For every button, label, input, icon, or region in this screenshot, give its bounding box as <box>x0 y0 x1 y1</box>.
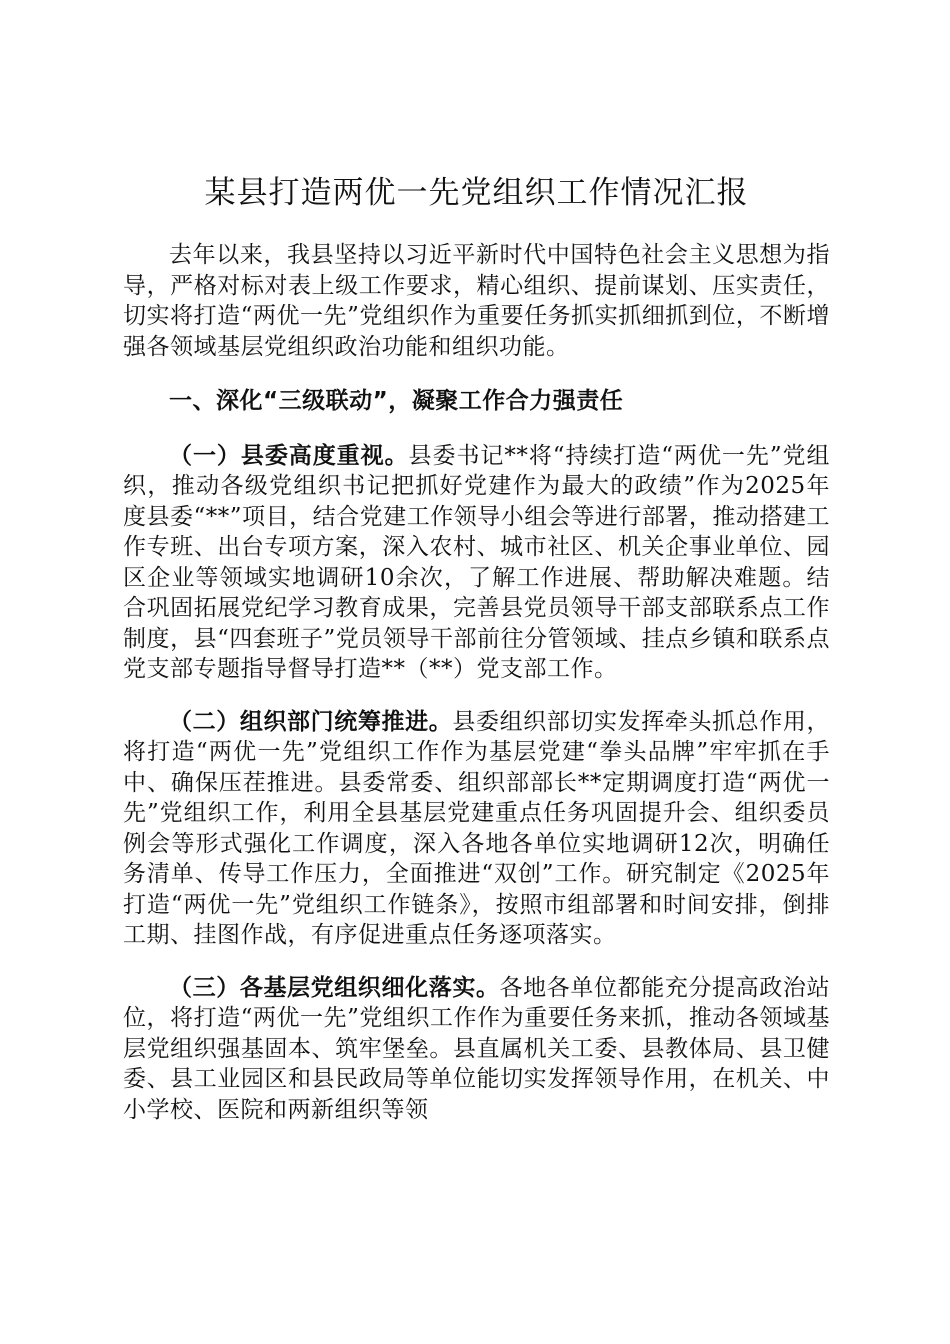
item-text-3: 各地各单位都能充分提高政治站位，将打造“两优一先”党组织工作作为重要任务来抓，推动各领域基层党组织强基固本、筑牢堡垒。县直属机关工委、县教体局、县卫健委、县工业园区和县民政局等单位能切实发挥领导作用，在机关、中小学校、医院和两新组织等领 <box>123 974 831 1123</box>
item-lead-1: （一）县委高度重视。 <box>169 442 409 469</box>
document-title: 某县打造两优一先党组织工作情况汇报 <box>204 175 749 211</box>
section-heading-1: 一、深化“三级联动”，凝聚工作合力强责任 <box>169 388 624 414</box>
item-paragraph-1 <box>123 441 830 685</box>
item-text-1: 县委书记**将“持续打造“两优一先”党组织，推动各级党组织书记把抓好党建作为最大的政绩”作为2025年度县委“**”项目，结合党建工作领导小组会等进行部署，推动搭建工作专班、出台专项方案，深入农村、城市社区、机关企事业单位、园区企业等领域实地调研10余次，了解工作进展、帮助解决难题。结合巩固拓展党纪学习教育成果，完善县党员领导干部支部联系点工作制度，县“四套班子”党员领导干部前往分管领域、挂点乡镇和联系点党支部专题指导督导打造**（**）党支部工作。 <box>123 442 830 682</box>
item-paragraph-2 <box>123 707 830 951</box>
item-lead-3: （三）各基层党组织细化落实。 <box>169 974 500 1001</box>
item-text-2: 县委组织部切实发挥牵头抓总作用，将打造“两优一先”党组织工作作为基层党建“拳头品牌”牢牢抓在手中、确保压茬推进。县委常委、组织部部长**定期调度打造“两优一先”党组织工作，利用全县基层党建重点任务巩固提升会、组织委员例会等形式强化工作调度，深入各地各单位实地调研12次，明确任务清单、传导工作压力，全面推进“双创”工作。研究制定《2025年打造“两优一先”党组织工作链条》，按照市组部署和时间安排，倒排工期、挂图作战，有序促进重点任务逐项落实。 <box>123 708 831 948</box>
item-paragraph-3 <box>123 973 830 1126</box>
item-lead-2: （二）组织部门统筹推进。 <box>169 708 453 735</box>
intro-paragraph: 去年以来，我县坚持以习近平新时代中国特色社会主义思想为指导，严格对标对表上级工作要求，精心组织、提前谋划、压实责任，切实将打造“两优一先”党组织作为重要任务抓实抓细抓到位，不断增强各领域基层党组织政治功能和组织功能。 <box>123 242 830 360</box>
